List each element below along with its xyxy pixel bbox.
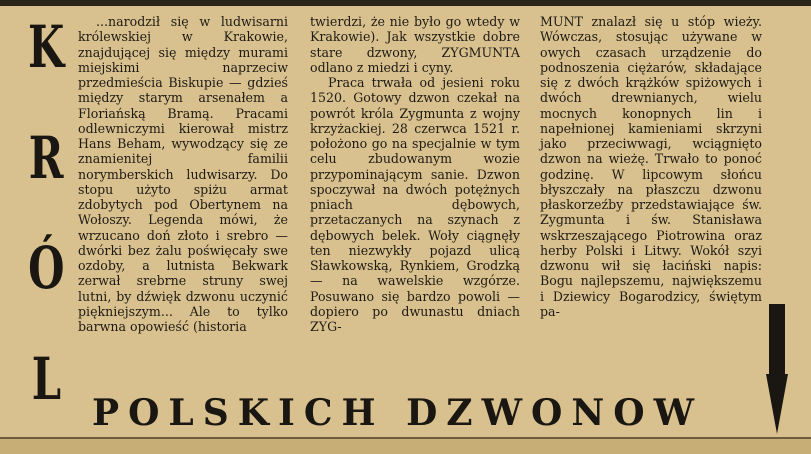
paper-edge [0, 439, 811, 454]
paragraph: MUNT znalazł się u stóp wieży. Wówczas, stosując używane w owych czasach urządzenie do podnoszenia ciężarów, składające się z dwóch krążków spiżowych i dwóch drewnianych, wielu mocnych konopnych lin i napełnionej kamieniami skrzyni jako przeciwwagi, wciągnięto dzwon na wieżę. Trwało to ponoć godzinę. W lipcowym słońcu błyszczały na płaszczu dzwonu płaskorzeźby przedstawiające św. Zygmunta i św. Stanisława wskrzeszającego Piotrowina oraz herby Polski i Litwy. Wokół szyi dzwonu wił się łaciński napis: Bogu najlepszemu, największemu i Dziewicy Bogarodzicy, świętym pa- [540, 14, 762, 319]
vertical-title-letter-l: L [31, 344, 61, 413]
vertical-title-letter-o: Ó [27, 234, 65, 303]
paragraph: ...narodził się w ludwisarni królewskiej w Krakowie, znajdującej się między murami miejskimi naprzeciw przedmieścia Biskupie — gdzieś między starym arsenałem a Floriańską Bramą. Pracami odlewniczymi kierował mistrz Hans Beham, wywodzący się ze znamienitej familii norymberskich ludwisarzy. Do stopu użyto spiżu armat zdobytych pod Obertynem na Wołoszy. Legenda mówi, że wrzucano doń złoto i srebro — dwórki bez żalu poświęcały swe ozdoby, a lutnista Bekwark zerwał srebrne struny swej lutni, by dźwięk dzwonu uczynić piękniejszym... Ale to tylko barwna opowieść (historia [78, 14, 288, 334]
arrow-down-icon [766, 304, 788, 434]
text-column-3 [540, 14, 762, 319]
vertical-title [20, 13, 72, 413]
paragraph: twierdzi, że nie było go wtedy w Krakowie). Jak wszystkie dobre stare dzwony, ZYGMUNTA odlano z miedzi i cyny. [310, 14, 520, 75]
paragraph: Praca trwała od jesieni roku 1520. Gotowy dzwon czekał na powrót króla Zygmunta z wojny krzyżackiej. 28 czerwca 1521 r. położono go na specjalnie w tym celu zbudowanym wozie przypominającym sanie. Dzwon spoczywał na dwóch potężnych pniach dębowych, przetaczanych na szynach z dębowych belek. Woły ciągnęły ten niezwykły pojazd ulicą Sławkowską, Rynkiem, Grodzką — na wawelskie wzgórze. Posuwano się bardzo powoli — dopiero po dwunastu dniach ZYG- [310, 75, 520, 334]
bottom-title: POLSKICH DZWONOW [92, 392, 704, 434]
vertical-title-letter-r: R [28, 123, 64, 192]
top-border [0, 0, 811, 6]
text-column-2 [310, 14, 520, 334]
vertical-title-letter-k: K [27, 13, 65, 81]
text-column-1 [78, 14, 288, 334]
